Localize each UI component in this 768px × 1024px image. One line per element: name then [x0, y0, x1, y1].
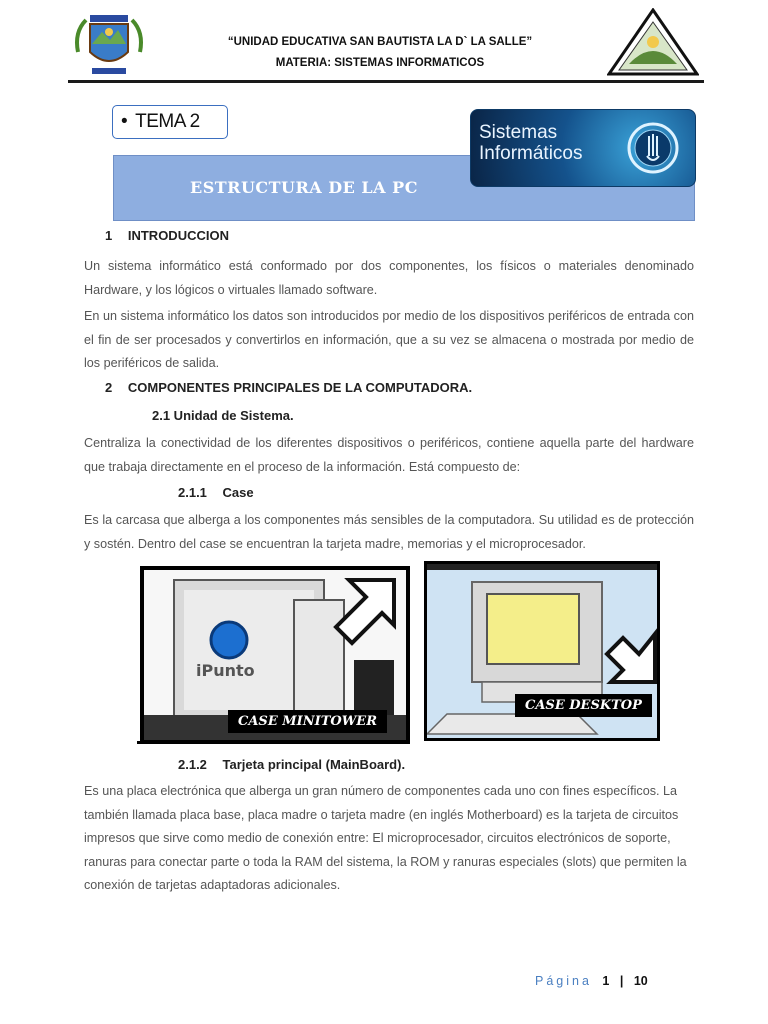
section-number: 2.1.2 [178, 757, 207, 772]
unidad-sistema-paragraph: Centraliza la conectividad de los diferentes dispositivos o periféricos, contiene aquella parte del hardware que trabaja directamente en el proceso de la información. Está compuesto de: [84, 436, 694, 474]
section-number: 2.1.1 [178, 485, 207, 500]
section-2-heading [105, 380, 472, 395]
minitower-brand-label: iPunto [196, 661, 255, 680]
intro-paragraph-2: En un sistema informático los datos son introducidos por medio de los dispositivos periféricos de entrada con el fin de ser procesados y convertirlos en información, que a su vez se almacena o mostrada por medio de los periféricos de salida. [84, 309, 694, 370]
page-title: ESTRUCTURA DE LA PC [190, 178, 418, 197]
tema-box [112, 105, 228, 139]
page-total: 10 [633, 974, 648, 988]
page-number: 1 [602, 974, 610, 988]
section-title: COMPONENTES PRINCIPALES DE LA COMPUTADORA. [127, 380, 473, 395]
section-title: Case [222, 485, 254, 500]
section-title: INTRODUCCION [127, 228, 229, 243]
circuit-hand-icon [621, 120, 685, 176]
subsection-2-1-heading: 2.1 Unidad de Sistema. [152, 408, 294, 423]
desktop-caption: CASE DESKTOP [515, 694, 652, 717]
subsection-2-1-1-heading [178, 485, 254, 500]
subject-name: MATERIA: SISTEMAS INFORMATICOS [275, 57, 485, 69]
school-name: “UNIDAD EDUCATIVA SAN BAUTISTA LA D` LA SALLE” [227, 36, 533, 48]
tema-label: TEMA 2 [135, 111, 200, 132]
section-title: Tarjeta principal (MainBoard). [222, 757, 406, 772]
page-word: Página [535, 974, 592, 988]
bullet-icon: • [121, 111, 128, 132]
subsection-2-1-2-heading [178, 757, 405, 772]
minitower-underline [137, 741, 405, 744]
mainboard-paragraph: Es una placa electrónica que alberga un gran número de componentes cada uno con fines específicos. La también llamada placa base, placa madre o tarjeta madre (en inglés Motherboard) es la tarjeta de circuitos impresos que sirve como medio de conexión entre: El microprocesador, circuitos electrónicos de soporte, ranuras para conectar parte o toda la RAM del sistema, la ROM y ranuras especiales (slots) que permiten la conexión de tarjetas adaptadoras adicionales. [84, 784, 687, 892]
header-divider [68, 80, 704, 83]
section-number: 2 [105, 380, 113, 395]
case-paragraph: Es la carcasa que alberga a los componentes más sensibles de la computadora. Su utilidad es de protección y sostén. Dentro del case se encuentran la tarjeta madre, memorias y el microprocesador. [84, 513, 694, 551]
case-minitower-image [140, 566, 410, 744]
section-1-heading [105, 228, 229, 243]
school-logo-right [607, 8, 699, 76]
intro-paragraph-1: Un sistema informático está conformado por dos componentes, los físicos o materiales denominado Hardware, y los lógicos o virtuales llamado software. [84, 259, 694, 297]
page-footer [535, 974, 648, 988]
school-logo-left [70, 12, 148, 78]
banner-text: Sistemas Informáticos [479, 122, 583, 164]
minitower-caption: CASE MINITOWER [228, 710, 387, 733]
sistemas-informaticos-banner [470, 109, 696, 187]
section-number: 1 [105, 228, 113, 243]
page-separator: | [619, 974, 624, 988]
case-desktop-image [424, 561, 660, 741]
